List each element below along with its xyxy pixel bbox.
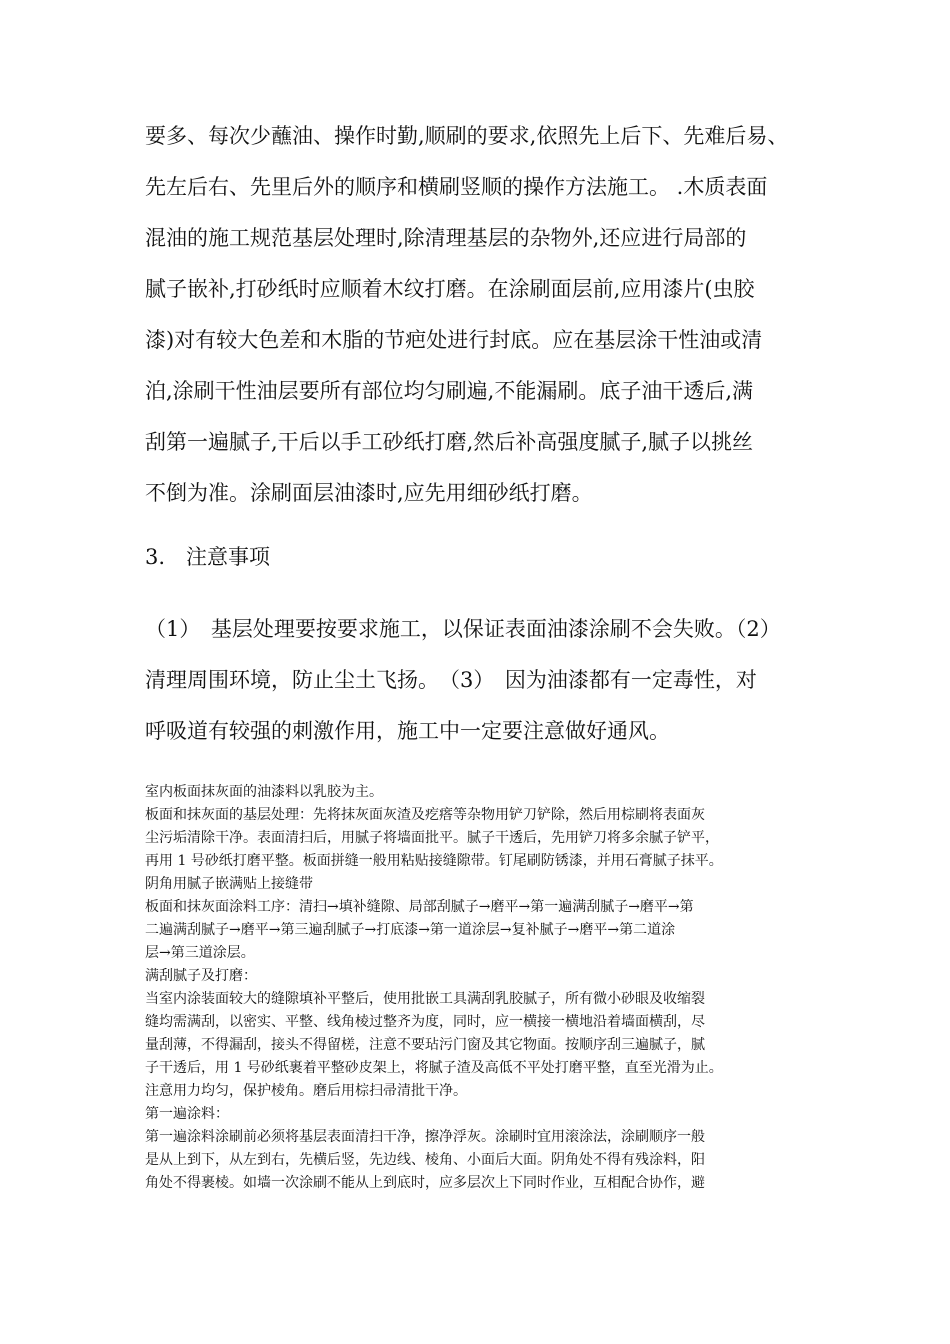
text-line: 是从上到下，从左到右，先横后竖，先边线、棱角、小面后大面。阴角处不得有残涂料，阳 xyxy=(145,1152,705,1168)
text-line: 泊,涂刷干性油层要所有部位均匀刷遍,不能漏刷。底子油干透后,满 xyxy=(145,379,754,403)
text-line: 室内板面抹灰面的油漆料以乳胶为主。 xyxy=(145,784,383,800)
text-line: （1） 基层处理要按要求施工，以保证表面油漆涂刷不会失败。（2） xyxy=(145,617,781,641)
text-line: 缝均需满刮，以密实、平整、线角棱过整齐为度，同时，应一横接一横地沿着墙面横刮，尽 xyxy=(145,1014,705,1030)
text-line: 当室内涂装面较大的缝隙填补平整后，使用批嵌工具满刮乳胶腻子，所有微小砂眼及收缩裂 xyxy=(145,991,705,1007)
section-heading xyxy=(145,532,810,583)
text-line: 满刮腻子及打磨： xyxy=(145,968,257,984)
text-line: 第一遍涂料涂刷前必须将基层表面清扫干净，擦净浮灰。涂刷时宜用滚涂法，涂刷顺序一般 xyxy=(145,1129,705,1145)
paragraph-block-3 xyxy=(145,781,813,1195)
text-line: 再用 1 号砂纸打磨平整。板面拼缝一般用粘贴接缝隙带。钉尾刷防锈漆，并用石膏腻子抹平。 xyxy=(145,853,723,869)
text-line: 角处不得裹棱。如墙一次涂刷不能从上到底时，应多层次上下同时作业，互相配合协作，避 xyxy=(145,1175,705,1191)
text-line: 清理周围环境，防止尘土飞扬。 （3） 因为油漆都有一定毒性，对 xyxy=(145,668,757,692)
text-line: 层→第三道涂层。 xyxy=(145,945,255,961)
text-line: 不倒为准。涂刷面层油漆时,应先用细砂纸打磨。 xyxy=(145,481,593,505)
text-line: 二遍满刮腻子→磨平→第三遍刮腻子→打底漆→第一道涂层→复补腻子→磨平→第二道涂 xyxy=(145,922,676,938)
heading-text: 3. 注意事项 xyxy=(145,545,271,569)
text-line: 注意用力均匀，保护棱角。磨后用棕扫帚清批干净。 xyxy=(145,1083,467,1099)
text-line: 先左后右、先里后外的顺序和横刷竖顺的操作方法施工。 .木质表面 xyxy=(145,175,768,199)
text-line: 呼吸道有较强的刺激作用，施工中一定要注意做好通风。 xyxy=(145,719,670,743)
paragraph-block-2 xyxy=(145,604,810,757)
text-line: 量刮薄，不得漏刮，接头不得留槎，注意不要玷污门窗及其它物面。按顺序刮三遍腻子，腻 xyxy=(145,1037,705,1053)
text-line: 尘污垢清除干净。表面清扫后，用腻子将墙面批平。腻子干透后，先用铲刀将多余腻子铲平， xyxy=(145,830,719,846)
text-line: 混油的施工规范基层处理时,除清理基层的杂物外,还应进行局部的 xyxy=(145,226,747,250)
text-line: 板面和抹灰面的基层处理：先将抹灰面灰渣及疙瘩等杂物用铲刀铲除，然后用棕刷将表面灰 xyxy=(145,807,705,823)
text-line: 刮第一遍腻子,干后以手工砂纸打磨,然后补高强度腻子,腻子以挑丝 xyxy=(145,430,754,454)
text-line: 板面和抹灰面涂料工序：清扫→填补缝隙、局部刮腻子→磨平→第一遍满刮腻子→磨平→第 xyxy=(145,899,694,915)
text-line: 漆)对有较大色差和木脂的节疤处进行封底。应在基层涂干性油或清 xyxy=(145,328,763,352)
paragraph-block-1 xyxy=(145,111,810,519)
text-line: 腻子嵌补,打砂纸时应顺着木纹打磨。在涂刷面层前,应用漆片(虫胶 xyxy=(145,277,755,301)
text-line: 阴角用腻子嵌满贴上接缝带 xyxy=(145,876,313,892)
text-line: 要多、每次少蘸油、操作时勤,顺刷的要求,依照先上后下、先难后易、 xyxy=(145,124,789,148)
text-line: 第一遍涂料： xyxy=(145,1106,229,1122)
text-line: 子干透后，用 1 号砂纸裹着平整砂皮架上，将腻子渣及高低不平处打磨平整，直至光滑为止。 xyxy=(145,1060,723,1076)
